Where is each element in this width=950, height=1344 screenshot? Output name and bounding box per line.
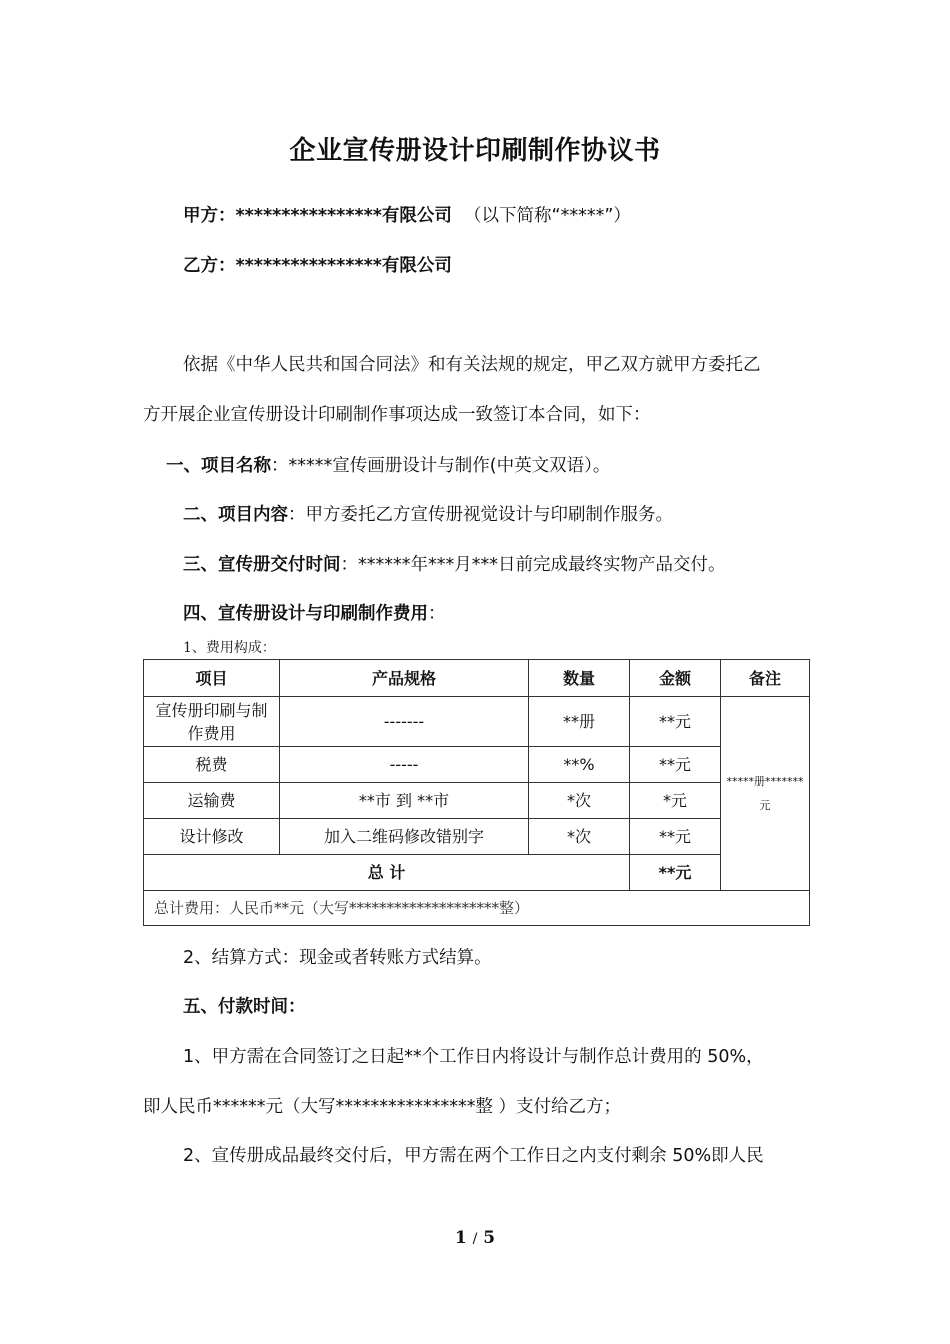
party-b-label: 乙方： [183,256,236,276]
row-qty: *次 [529,819,630,855]
row-amount: **元 [630,747,721,783]
section-3 [183,551,726,576]
row-item: 运输费 [144,783,280,819]
page-current: 1 [454,1228,467,1248]
section-1 [166,452,610,477]
row-qty: **册 [529,697,630,747]
section-2 [183,501,673,526]
payment-1-line-1: 1、甲方需在合同签订之日起**个工作日内将设计与制作总计费用的 50%， [183,1047,764,1067]
section-4 [183,600,446,625]
row-item: 宣传册印刷与制作费用 [144,697,280,747]
header-note: 备注 [721,660,810,697]
table-row [144,819,810,855]
total-row [144,855,810,891]
row-qty: *次 [529,783,630,819]
section-3-text: ：******年***月***日前完成最终实物产品交付。 [340,555,726,575]
table-row [144,697,810,747]
party-b-line [183,252,452,277]
row-item: 设计修改 [144,819,280,855]
fee-table-header-row [144,660,810,697]
party-b-name: ****************有限公司 [235,256,452,276]
row-qty: **% [529,747,630,783]
row-spec: ------- [280,697,529,747]
payment-2-line-1: 2、宣传册成品最终交付后，甲方需在两个工作日之内支付剩余 50%即人民 [183,1146,764,1166]
section-1-label: 一、项目名称 [166,456,271,476]
row-note: *****册*******元 [721,697,810,891]
party-a-line [183,202,631,227]
party-a-label: 甲方： [183,206,236,226]
header-qty: 数量 [529,660,630,697]
row-amount: *元 [630,783,721,819]
section-2-label: 二、项目内容 [183,505,288,525]
header-item: 项目 [144,660,280,697]
section-4-label: 四、宣传册设计与印刷制作费用 [183,604,428,624]
section-3-label: 三、宣传册交付时间 [183,555,341,575]
section-1-text: ：*****宣传画册设计与制作(中英文双语）。 [271,456,611,476]
section-4-text: ： [428,604,446,624]
total-words: 总计费用：人民币**元（大写********************整） [144,891,810,926]
page-number [0,1228,950,1248]
header-amount: 金额 [630,660,721,697]
page-total: 5 [483,1228,496,1248]
row-amount: **元 [630,697,721,747]
row-spec: ----- [280,747,529,783]
table-row [144,783,810,819]
document-title: 企业宣传册设计印刷制作协议书 [289,136,661,166]
settlement-method: 2、结算方式：现金或者转账方式结算。 [183,948,492,968]
header-spec: 产品规格 [280,660,529,697]
party-a-name: ****************有限公司 [235,206,452,226]
intro-line-1: 依据《中华人民共和国合同法》和有关法规的规定，甲乙双方就甲方委托乙 [183,355,761,375]
row-spec: 加入二维码修改错别字 [280,819,529,855]
section-2-text: ：甲方委托乙方宣传册视觉设计与印刷制作服务。 [288,505,673,525]
fee-caption: 1、费用构成： [183,640,276,656]
payment-1-line-2: 即人民币******元（大写****************整 ）支付给乙方； [143,1097,622,1117]
row-item: 税费 [144,747,280,783]
row-amount: **元 [630,819,721,855]
total-amount: **元 [630,855,721,891]
fee-table [143,659,810,926]
total-words-row [144,891,810,926]
party-a-alias: （以下简称“*****”） [464,206,631,226]
table-row [144,747,810,783]
total-label: 总 计 [144,855,630,891]
intro-line-2: 方开展企业宣传册设计印刷制作事项达成一致签订本合同，如下： [143,405,651,425]
section-5-label: 五、付款时间： [183,997,306,1017]
row-spec: **市 到 **市 [280,783,529,819]
page-separator: / [472,1231,478,1247]
